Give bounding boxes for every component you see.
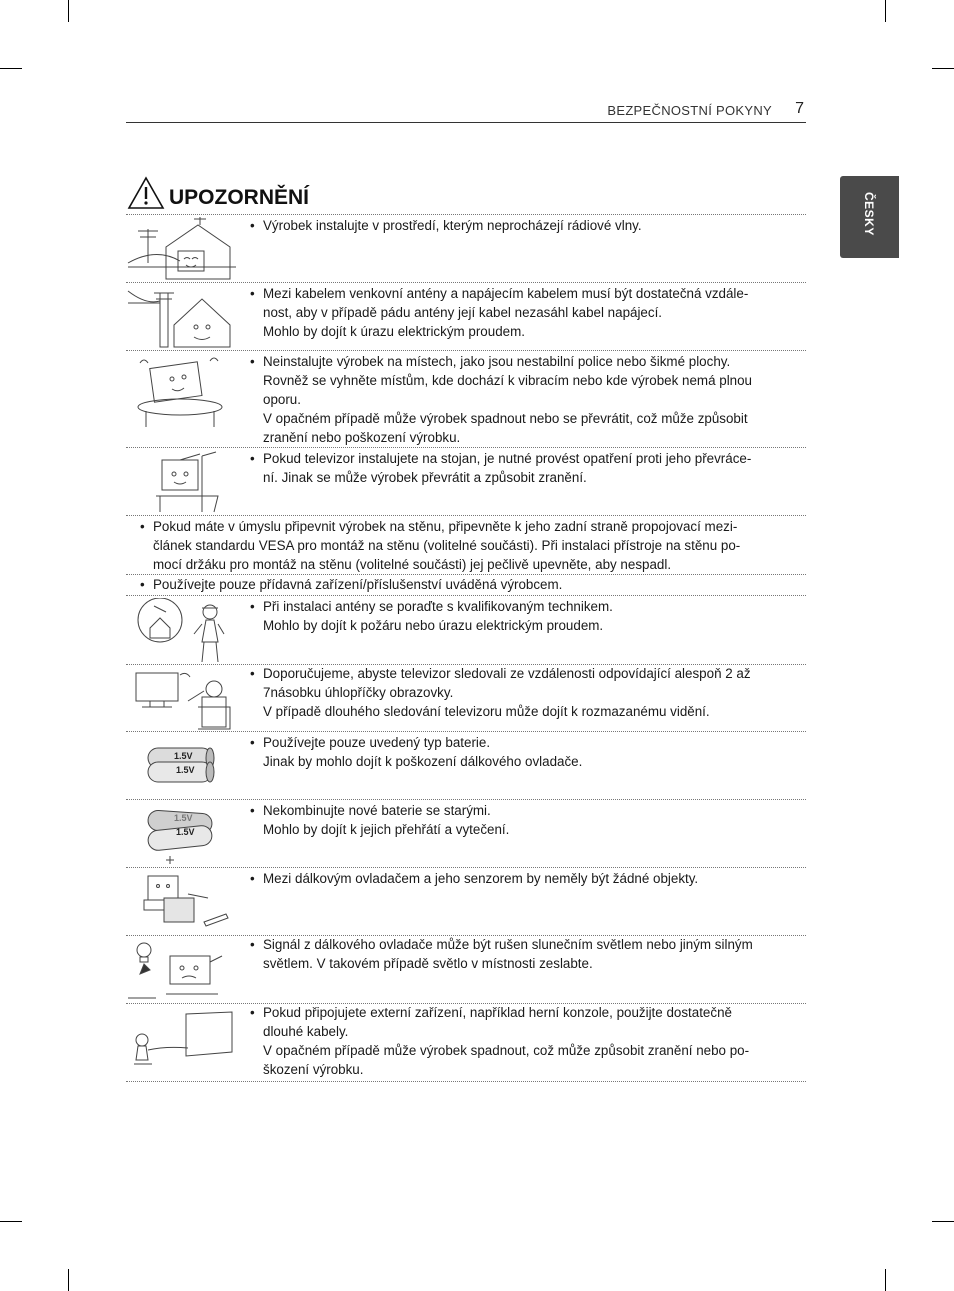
- caution-text: [140, 517, 786, 574]
- unstable-shelf-illustration: [126, 353, 238, 433]
- crop-mark: [68, 1269, 69, 1291]
- caution-text: [250, 935, 796, 973]
- caution-text: [250, 216, 796, 235]
- text-line: • Při instalaci antény se poraďte s kvalifikovaným technikem.: [250, 597, 796, 616]
- text-line: • Výrobek instalujte v prostředí, kterým neprocházejí rádiové vlny.: [250, 216, 796, 235]
- text-line: ní. Jinak se může výrobek převrátit a způsobit zranění.: [263, 470, 587, 485]
- battery-label: 1.5V: [174, 751, 193, 761]
- text-line: článek standardu VESA pro montáž na stěnu (volitelné součásti). Při instalaci přístroje na stěnu po-: [153, 538, 741, 553]
- crop-mark: [885, 1269, 886, 1291]
- text-line: 7násobku úhlopříčky obrazovky.: [263, 685, 454, 700]
- text-line: • Pokud máte v úmyslu připevnit výrobek na stěnu, připevněte k jeho zadní straně propojovací mezi-: [140, 517, 786, 536]
- text-line: nost, aby v případě pádu antény její kabel nezasáhl kabel napájecí.: [263, 305, 663, 320]
- remote-obstacle-illustration: [126, 870, 238, 934]
- language-tab-label: ČESKY: [862, 192, 876, 236]
- text-line: • Mezi kabelem venkovní antény a napájecím kabelem musí být dostatečná vzdále-: [250, 284, 796, 303]
- viewing-distance-illustration: [126, 667, 238, 731]
- battery-label: 1.5V: [176, 827, 195, 837]
- crop-mark: [0, 1221, 22, 1222]
- crop-mark: [885, 0, 886, 22]
- caution-text: [250, 869, 796, 888]
- text-line: • Nekombinujte nové baterie se starými.: [250, 801, 796, 820]
- caution-text: [250, 1003, 796, 1079]
- text-line: • Používejte pouze přídavná zařízení/příslušenství uváděná výrobcem.: [140, 575, 786, 594]
- battery-label: 1.5V: [174, 813, 193, 823]
- text-line: V případě dlouhého sledování televizoru může dojít k rozmazanému vidění.: [263, 704, 710, 719]
- text-line: Mohlo by dojít k jejich přehřátí a vytečení.: [263, 822, 510, 837]
- text-line: zranění nebo poškození výrobku.: [263, 430, 461, 445]
- text-line: světlem. V takovém případě světlo v místnosti zeslabte.: [263, 956, 593, 971]
- caution-item: [126, 936, 806, 1004]
- text-line: Mohlo by dojít k úrazu elektrickým proudem.: [263, 324, 525, 339]
- caution-item: [126, 596, 806, 665]
- caution-item: [126, 800, 806, 868]
- crop-mark: [0, 68, 22, 69]
- text-line: oporu.: [263, 392, 301, 407]
- caution-item: [126, 732, 806, 800]
- page-header: [126, 100, 806, 123]
- technician-illustration: [126, 598, 238, 664]
- text-line: V opačném případě může výrobek spadnout nebo se převrátit, což může způsobit: [263, 411, 748, 426]
- text-line: Rovněž se vyhněte místům, kde dochází k vibracím nebo kde výrobek nemá plnou: [263, 373, 753, 388]
- antenna-house-illustration: [126, 217, 238, 281]
- crop-mark: [932, 1221, 954, 1222]
- text-line: Jinak by mohlo dojít k poškození dálkového ovladače.: [263, 754, 583, 769]
- text-line: dlouhé kabely.: [263, 1024, 349, 1039]
- warning-triangle-icon: [127, 176, 165, 210]
- antenna-cable-illustration: [126, 285, 238, 349]
- text-line: škození výrobku.: [263, 1062, 364, 1077]
- page-number: 7: [795, 100, 804, 117]
- text-line: • Mezi dálkovým ovladačem a jeho senzorem by neměly být žádné objekty.: [250, 869, 796, 888]
- caution-text: [250, 733, 796, 771]
- caution-item: [126, 868, 806, 936]
- text-line: • Používejte pouze uvedený typ baterie.: [250, 733, 796, 752]
- crop-mark: [932, 68, 954, 69]
- text-line: • Neinstalujte výrobek na místech, jako jsou nestabilní police nebo šikmé plochy.: [250, 352, 796, 371]
- caution-item: [126, 1004, 806, 1082]
- text-line: • Pokud televizor instalujete na stojan, je nutné provést opatření proti jeho převráce-: [250, 449, 796, 468]
- page-title: UPOZORNĚNÍ: [169, 186, 310, 209]
- caution-text: [250, 664, 796, 721]
- text-line: • Doporučujeme, abyste televizor sledovali ze vzdálenosti odpovídající alespoň 2 až: [250, 664, 796, 683]
- text-line: • Pokud připojujete externí zařízení, například herní konzole, použijte dostatečně: [250, 1003, 796, 1022]
- console-cable-illustration: [126, 1006, 238, 1070]
- language-tab: [840, 176, 899, 258]
- header-section-title: BEZPEČNOSTNÍ POKYNY: [607, 103, 772, 118]
- warning-heading: [126, 176, 806, 215]
- caution-text: [250, 449, 796, 487]
- battery-label: 1.5V: [176, 765, 195, 775]
- text-line: V opačném případě může výrobek spadnout, což může způsobit zranění nebo po-: [263, 1043, 750, 1058]
- caution-item: [126, 351, 806, 448]
- caution-text: [250, 284, 796, 341]
- caution-item: [126, 448, 806, 516]
- caution-item: [126, 575, 806, 596]
- caution-item: [126, 283, 806, 351]
- caution-text: [250, 352, 796, 447]
- caution-item: [126, 516, 806, 575]
- caution-item: [126, 215, 806, 283]
- caution-text: [250, 801, 796, 839]
- text-line: mocí držáku pro montáž na stěnu (volitelné součásti) jej pečlivě upevněte, aby nespadl.: [153, 557, 672, 572]
- text-line: Mohlo by dojít k požáru nebo úrazu elektrickým proudem.: [263, 618, 604, 633]
- caution-text: [140, 575, 786, 594]
- caution-item: [126, 665, 806, 732]
- stand-anchor-illustration: [126, 450, 238, 514]
- crop-mark: [68, 0, 69, 22]
- sunlight-illustration: [126, 938, 238, 1002]
- text-line: • Signál z dálkového ovladače může být rušen slunečním světlem nebo jiným silným: [250, 935, 796, 954]
- caution-text: [250, 597, 796, 635]
